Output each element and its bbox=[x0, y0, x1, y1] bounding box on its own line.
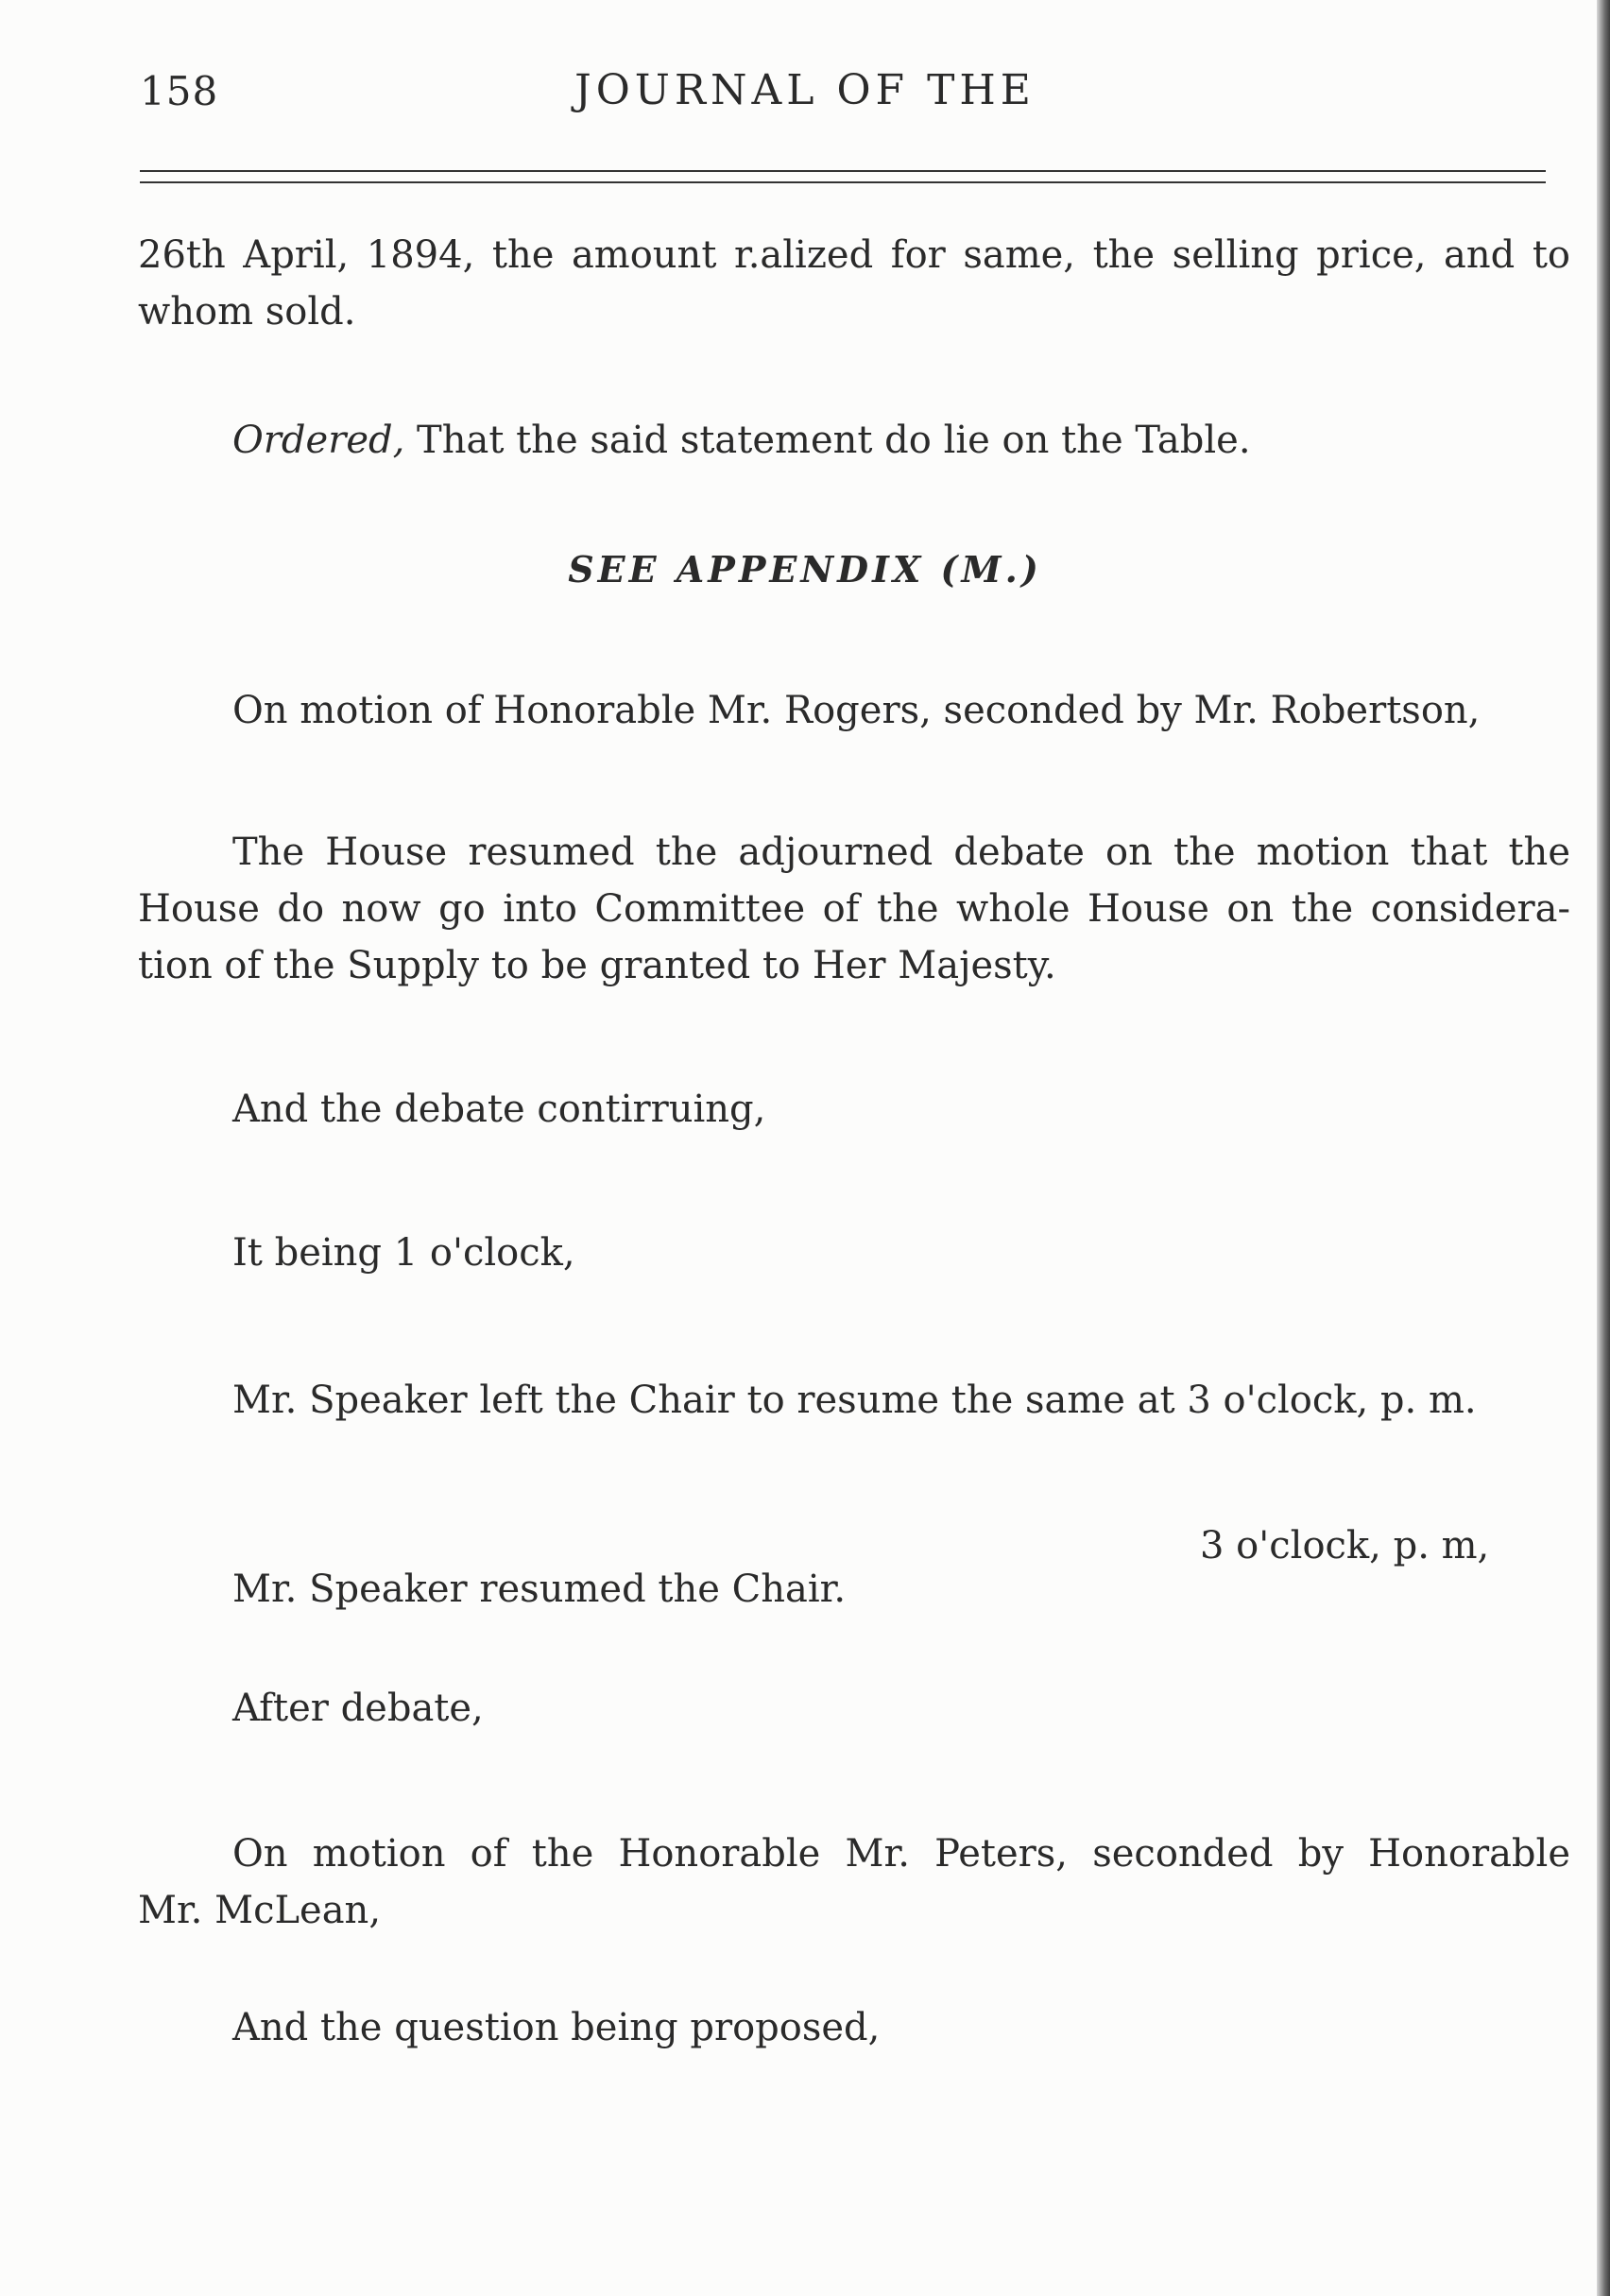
question-proposed-line: And the question being proposed, bbox=[232, 2006, 881, 2049]
paragraph-line: 26th April, 1894, the amount r.alized for same, the selling price, and to bbox=[138, 233, 1570, 277]
motion-line: On motion of Honorable Mr. Rogers, seconded by Mr. Robertson, bbox=[232, 689, 1481, 732]
paragraph-line: House do now go into Committee of the whole House on the considera- bbox=[138, 887, 1570, 931]
header-rule-top bbox=[140, 170, 1546, 172]
paragraph-line: whom sold. bbox=[138, 290, 356, 334]
motion-line: On motion of the Honorable Mr. Peters, seconded by Honorable bbox=[232, 1832, 1570, 1876]
appendix-reference: SEE APPENDIX (M.) bbox=[568, 548, 1042, 591]
motion-line: Mr. McLean, bbox=[138, 1889, 382, 1932]
after-debate-line: After debate, bbox=[232, 1687, 484, 1730]
one-oclock-line: It being 1 o'clock, bbox=[232, 1231, 575, 1275]
ordered-label: Ordered, bbox=[232, 419, 405, 462]
header-rule-bottom bbox=[140, 181, 1546, 183]
running-head: JOURNAL OF THE bbox=[574, 66, 1036, 114]
ordered-text: That the said statement do lie on the Table. bbox=[417, 419, 1251, 462]
paragraph-line: tion of the Supply to be granted to Her Majesty. bbox=[138, 944, 1056, 987]
speaker-left-line: Mr. Speaker left the Chair to resume the same at 3 o'clock, p. m. bbox=[232, 1379, 1477, 1422]
debate-continuing-line: And the debate contirruing, bbox=[232, 1088, 766, 1131]
time-marker: 3 o'clock, p. m, bbox=[1200, 1524, 1490, 1568]
speaker-resumed-line: Mr. Speaker resumed the Chair. bbox=[232, 1568, 847, 1611]
page-number: 158 bbox=[140, 68, 219, 114]
paragraph-line: The House resumed the adjourned debate on the motion that the bbox=[232, 831, 1570, 874]
ordered-paragraph bbox=[232, 412, 1251, 469]
page-edge-shadow bbox=[1597, 0, 1610, 2296]
